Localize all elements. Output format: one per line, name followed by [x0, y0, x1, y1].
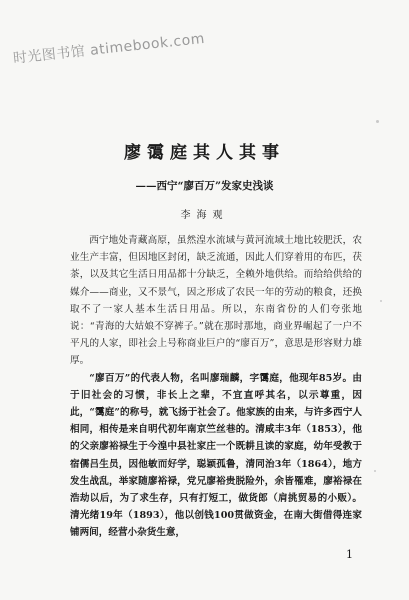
scan-speck	[380, 300, 382, 302]
article-subtitle: ——西宁“廖百万”发家史浅谈	[135, 180, 274, 192]
article-title: 廖霭庭其人其事	[124, 143, 285, 163]
body-text	[70, 232, 362, 542]
author-name: 李海观	[180, 210, 229, 221]
paragraph-liao-baiwan: “廖百万”的代表人物，名叫廖瑞麟，字霭庭，他现年85岁。由于旧社会的习惯，非长上之辈，不宜直呼其名，以示尊重，因此，“霭庭”的称号，就飞扬于社会了。他家族的由来，与许多西宁人相同，相传是来自明代初年南京竺丝巷的。清咸丰3年（1853），他的父亲廖裕禄生于今湟中县社家庄一个既耕且读的家庭，幼年受教于宿儒吕生员，因他敏而好学，聪颖孤鲁，清同治3年（1864），地方发生战乱，举家随廖裕禄，党兄廖裕贵脱险外，余皆罹难，廖裕禄在浩劫以后，为了求生存，只有打短工，做货郎（肩挑贸易的小贩）。清光绪19年（1893），他以创钱100贯做资金，在南大街借得连家铺两间，经营小杂货生意，	[70, 372, 362, 539]
scan-speck	[374, 470, 376, 472]
paragraph-intro: 西宁地处青藏高原，虽然湟水流域与黄河流域土地比较肥沃，农业生产丰富，但因地区封闭，缺乏流通，因此人们穿着用的布匹，茯茶，以及其它生活日用品都十分缺乏，全赖外地供给。而给给供给的媒介——商业，又不景气，因之形成了农民一年的劳动的粮食，还换取不了一家人基本生活日用品。所以，东南省份的人们夸张地说：“青海的大姑娘不穿裤子。”就在那时那地，商业界崛起了一户不平凡的人家，即社会上号称商业巨户的“廖百万”，意思是形容财力雄厚。	[70, 235, 362, 367]
scan-speck	[376, 120, 379, 123]
watermark: 时光图书馆 atimebook.com	[12, 30, 206, 67]
page-number: 1	[346, 548, 353, 561]
